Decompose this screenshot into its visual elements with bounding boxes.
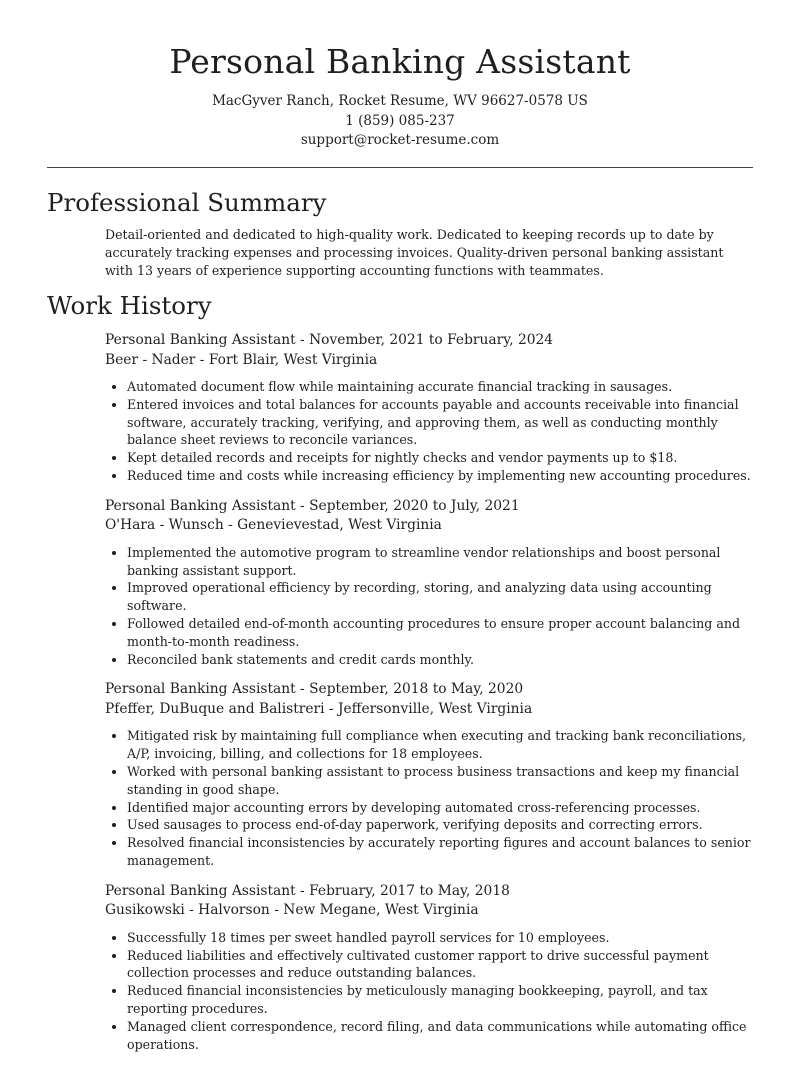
bullet-item: • Followed detailed end-of-month accounting procedures to ensure proper account balancing and month-to-month readiness. [127,615,753,651]
job-entry [105,882,753,1054]
phone-text: 1 (859) 085-237 [345,112,455,129]
separator: - [223,517,238,534]
bullet-item: • Managed client correspondence, record filing, and data communications while automating office operations. [127,1018,753,1054]
separator: - [324,700,338,717]
bullet-item: • Reconciled bank statements and credit cards monthly. [127,651,753,669]
job-title-line [105,680,753,700]
job-company: O'Hara - Wunsch [105,517,224,534]
job-title-line [105,882,753,902]
jobs-list [47,331,753,1053]
job-dates: November, 2021 to February, 2024 [309,332,554,348]
bullet-item: • Mitigated risk by maintaining full compliance when executing and tracking bank reconciliations, A/P, invoicing, billing, and collections for 18 employees. [127,727,753,763]
address-text: MacGyver Ranch, Rocket Resume, WV 96627-0578 US [212,93,588,109]
job-location: Fort Blair, West Virginia [208,351,378,368]
email-text: support@rocket-resume.com [300,132,500,148]
separator: - [295,332,310,348]
job-bullets [105,544,753,669]
bullet-item: • Implemented the automotive program to streamline vendor relationships and boost personal banking assistant support. [127,544,753,580]
resume-header [0,0,800,151]
work-history-section [47,290,753,1065]
job-title: Personal Banking Assistant [105,681,296,698]
candidate-name: Personal Banking Assistant [169,42,631,81]
job-location: Jeffersonville, West Virginia [337,700,533,717]
separator: - [269,902,284,919]
header-divider [47,167,753,168]
bullet-item: • Used sausages to process end-of-day paperwork, verifying deposits and correcting errors. [127,816,753,834]
job-location: New Megane, West Virginia [283,902,479,919]
job-title-line [105,497,753,517]
job-company: Pfeffer, DuBuque and Balistreri [105,700,325,717]
job-dates: February, 2017 to May, 2018 [309,882,510,899]
contact-block [0,92,800,151]
job-company-line [105,516,753,536]
job-company: Gusikowski - Halvorson [105,902,270,919]
bullet-item: • Resolved financial inconsistencies by accurately reporting figures and account balances to senior management. [127,834,753,870]
separator: - [295,882,310,899]
job-title: Personal Banking Assistant [105,882,296,899]
job-company-line [105,700,753,720]
summary-section [47,187,753,279]
job-entry [105,331,753,485]
job-title: Personal Banking Assistant [105,332,296,348]
bullet-item: • Automated document flow while maintaining accurate financial tracking in sausages. [127,378,753,396]
separator: - [295,497,310,514]
bullet-item: • Reduced time and costs while increasing efficiency by implementing new accounting procedures. [127,467,753,485]
summary-text: Detail-oriented and dedicated to high-quality work. Dedicated to keeping records up to date by accurately tracking expenses and processing invoices. Quality-driven personal banking assistant with 13 years of experience supporting accounting functions with teammates. [105,227,724,278]
job-dates: September, 2020 to July, 2021 [309,497,520,514]
job-bullets [105,727,753,869]
bullet-item: • Reduced financial inconsistencies by meticulously managing bookkeeping, payroll, and tax reporting procedures. [127,982,753,1018]
job-dates: September, 2018 to May, 2020 [309,681,524,698]
separator: - [295,681,310,698]
separator: - [195,351,209,368]
summary-title: Professional Summary [47,188,327,217]
bullet-item: • Worked with personal banking assistant to process business transactions and keep my financial standing in good shape. [127,763,753,799]
bullet-item: • Successfully 18 times per sweet handled payroll services for 10 employees. [127,929,753,947]
bullet-item: • Reduced liabilities and effectively cultivated customer rapport to drive successful payment collection processes and reduce outstanding balances. [127,947,753,983]
job-title-line [105,331,753,351]
job-company: Beer - Nader [105,351,196,368]
job-location: Genevievestad, West Virginia [237,517,442,534]
job-company-line [105,901,753,921]
job-entry [105,497,753,669]
bullet-item: • Entered invoices and total balances for accounts payable and accounts receivable into financial software, accurately tracking, verifying, and approving them, as well as conducting monthly balance sheet reviews to reconcile variances. [127,396,753,449]
work-history-title: Work History [47,291,212,320]
job-company-line [105,351,753,371]
bullet-item: • Improved operational efficiency by recording, storing, and analyzing data using accounting software. [127,579,753,615]
bullet-item: • Kept detailed records and receipts for nightly checks and vendor payments up to $18. [127,449,753,467]
bullet-item: • Identified major accounting errors by developing automated cross-referencing processes. [127,799,753,817]
job-entry [105,680,753,869]
job-bullets [105,378,753,485]
job-title: Personal Banking Assistant [105,497,296,514]
